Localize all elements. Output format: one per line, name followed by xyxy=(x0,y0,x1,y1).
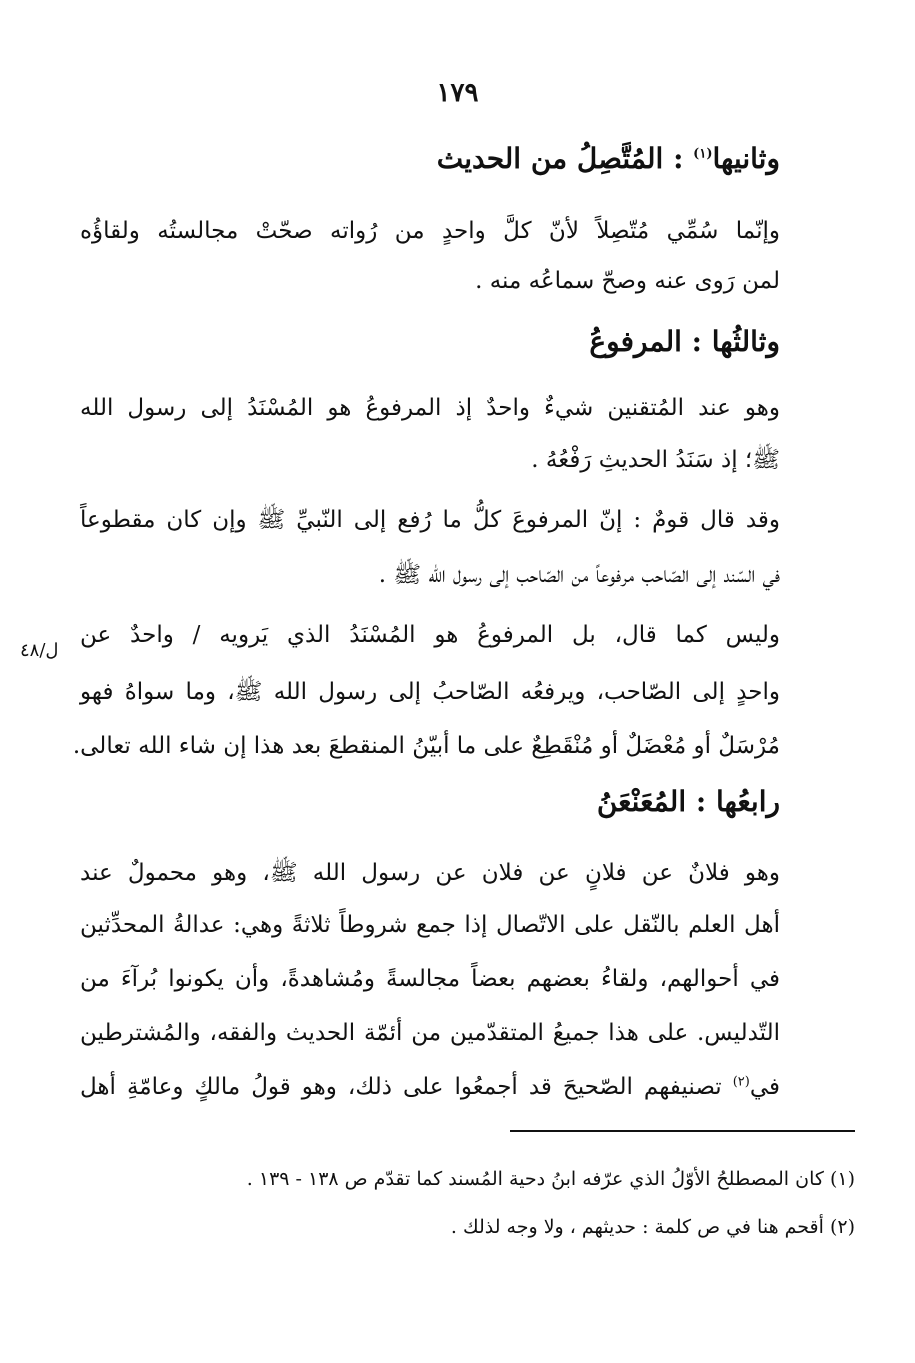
text-line: مُرْسَلٌ أو مُعْضَلٌ أو مُنْقَطِعٌ على ما أبيّنُ المنقطعَ بعد هذا إن شاء الله تعالى. xyxy=(72,733,780,759)
text-line: في السّند إلى الصّاحب مرفوعاً من الصّاحب إلى رسول الله ﷺ . xyxy=(378,562,780,588)
text-line: لمن رَوى عنه وصحّ سماعُه منه . xyxy=(475,268,780,294)
text-fragment: في xyxy=(749,1074,780,1100)
margin-note: ل/٤٨ xyxy=(20,640,59,661)
text-line: وليس كما قال، بل المرفوعُ هو المُسْنَدُ الذي يَرويه / واحدٌ عن xyxy=(80,622,780,648)
text-line xyxy=(80,1074,780,1100)
footnote: (١) كان المصطلحُ الأوّلُ الذي عرّفه ابنُ دحية المُسند كما تقدّم ص ١٣٨ - ١٣٩ . xyxy=(246,1168,855,1190)
heading-text: وثانيها xyxy=(712,142,780,175)
section-heading-third: وثالثُها : المرفوعُ xyxy=(589,325,780,358)
text-line: وإنّما سُمِّي مُتّصِلاً لأنّ كلَّ واحدٍ من رُواته صحّتْ مجالستُه ولقاؤُه xyxy=(80,218,780,244)
text-line: في أحوالهم، ولقاءُ بعضهم بعضاً مجالسةً ومُشاهدةً، وأن يكونوا بُرآءَ من xyxy=(80,966,780,992)
section-heading-fourth: رابعُها : المُعَنْعَنُ xyxy=(596,785,780,818)
footnote-ref: (١) xyxy=(693,146,713,162)
heading-text-rest: : المُتَّصِلُ من الحديث xyxy=(436,142,694,175)
footnote-separator xyxy=(510,1130,855,1132)
text-line: أهل العلم بالنّقل على الاتّصال إذا جمع شروطاً ثلاثةً وهي: عدالةُ المحدِّثين xyxy=(80,912,780,938)
text-line: وهو عند المُتقنين شيءٌ واحدٌ إذ المرفوعُ هو المُسْنَدُ إلى رسول الله xyxy=(80,395,780,421)
section-heading-second xyxy=(437,142,780,175)
text-line: وهو فلانٌ عن فلانٍ عن فلان عن رسول الله ﷺ، وهو محمولٌ عند xyxy=(80,860,780,886)
footnote-ref: (٢) xyxy=(732,1074,750,1090)
text-line: وقد قال قومٌ : إنّ المرفوعَ كلُّ ما رُفع إلى النّبيِّ ﷺ وإن كان مقطوعاً xyxy=(80,507,780,533)
footnote: (٢) أقحم هنا في ص كلمة : حديثهم ، ولا وجه لذلك . xyxy=(450,1216,855,1238)
text-line: التّدليس. على هذا جميعُ المتقدّمين من أئمّة الحديث والفقه، والمُشترطين xyxy=(80,1020,780,1046)
text-line: واحدٍ إلى الصّاحب، ويرفعُه الصّاحبُ إلى رسول الله ﷺ، وما سواهُ فهو xyxy=(80,679,780,705)
page-number: ١٧٩ xyxy=(436,78,479,108)
text-line: ﷺ؛ إذ سَنَدُ الحديثِ رَفْعُهُ . xyxy=(531,447,780,473)
text-fragment: تصنيفهم الصّحيحَ قد أجمعُوا على ذلك، وهو قولُ مالكٍ وعامّةِ أهل xyxy=(80,1074,722,1100)
